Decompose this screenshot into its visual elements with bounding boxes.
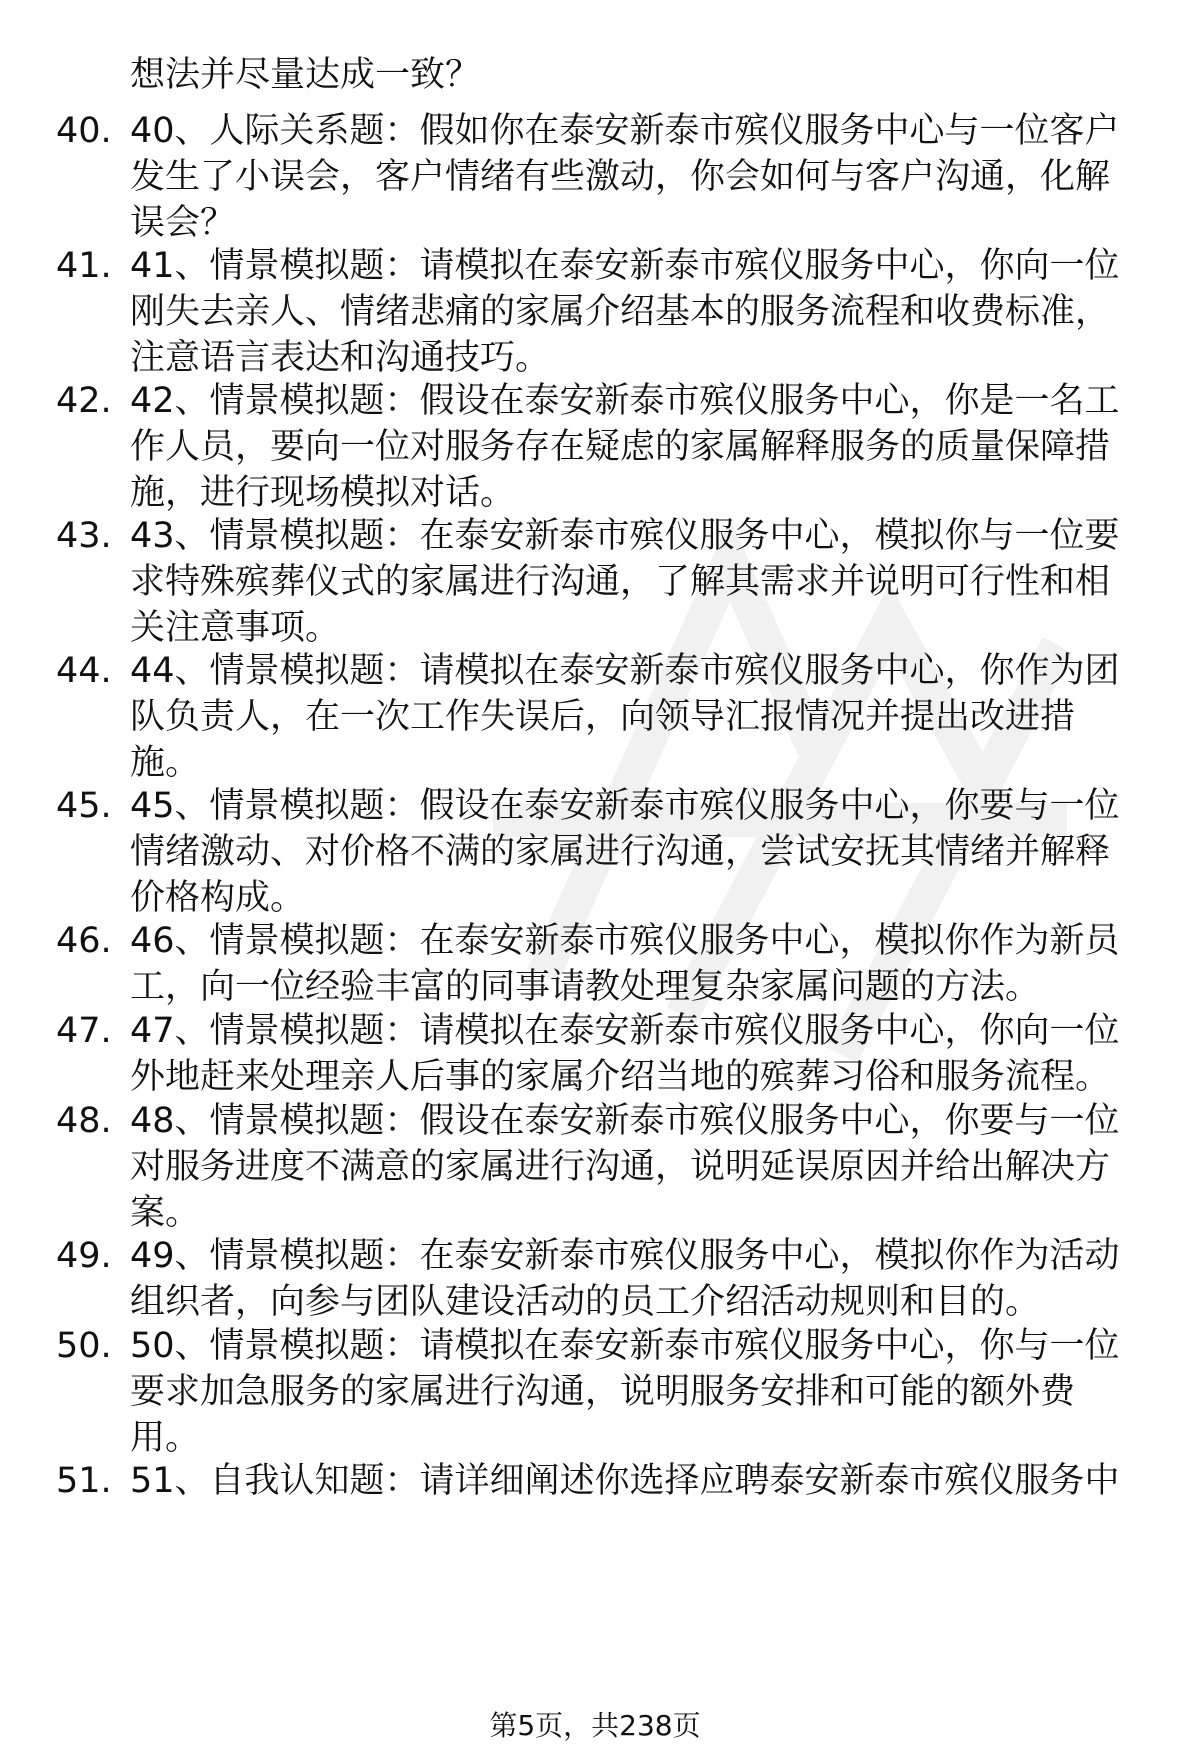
question-text-line: 刚失去亲人、情绪悲痛的家属介绍基本的服务流程和收费标准， [130,292,1111,332]
question-number: 45. [56,786,112,826]
question-text-line: 队负责人，在一次工作失误后，向领导汇报情况并提出改进措 [130,697,1076,737]
page-footer: 第5页，共238页 [489,1709,701,1742]
question-text-line: 41、情景模拟题：请模拟在泰安新泰市殡仪服务中心，你向一位 [130,246,1120,286]
question-text-line: 48、情景模拟题：假设在泰安新泰市殡仪服务中心，你要与一位 [130,1101,1120,1141]
question-text [130,1098,1150,1236]
question-text-line: 外地赶来处理亲人后事的家属介绍当地的殡葬习俗和服务流程。 [130,1057,1111,1097]
question-text [130,378,1150,516]
question-text [130,918,1150,1010]
question-text-line: 要求加急服务的家属进行沟通，说明服务安排和可能的额外费 [130,1372,1076,1412]
continuation-text: 想法并尽量达成一致？ [130,55,481,95]
question-text [130,243,1150,381]
question-text [130,1233,1150,1325]
question-number: 51. [56,1461,112,1501]
question-text [130,1458,1150,1504]
question-text-line: 50、情景模拟题：请模拟在泰安新泰市殡仪服务中心，你与一位 [130,1326,1120,1366]
question-text-line: 47、情景模拟题：请模拟在泰安新泰市殡仪服务中心，你向一位 [130,1011,1120,1051]
question-number: 50. [56,1326,112,1366]
question-number: 40. [56,111,112,151]
question-text-line: 注意语言表达和沟通技巧。 [130,338,551,378]
question-number: 46. [56,921,112,961]
question-text-line: 误会？ [130,203,236,243]
question-text-line: 作人员，要向一位对服务存在疑虑的家属解释服务的质量保障措 [130,427,1111,467]
question-number: 48. [56,1101,112,1141]
question-text [130,1008,1150,1100]
question-text-line: 对服务进度不满意的家属进行沟通，说明延误原因并给出解决方 [130,1147,1111,1187]
question-text [130,783,1150,921]
question-text-line: 案。 [130,1193,201,1233]
question-text-line: 用。 [130,1418,201,1458]
question-text-line: 43、情景模拟题：在泰安新泰市殡仪服务中心，模拟你与一位要 [130,516,1120,556]
question-text-line: 关注意事项。 [130,608,341,648]
question-text-line: 施，进行现场模拟对话。 [130,473,516,513]
question-number: 43. [56,516,112,556]
question-text-line: 42、情景模拟题：假设在泰安新泰市殡仪服务中心，你是一名工 [130,381,1120,421]
question-number: 42. [56,381,112,421]
question-text [130,108,1150,246]
question-number: 44. [56,651,112,691]
question-text-line: 发生了小误会，客户情绪有些激动，你会如何与客户沟通，化解 [130,157,1111,197]
question-number: 49. [56,1236,112,1276]
question-number: 47. [56,1011,112,1051]
question-text [130,1323,1150,1461]
question-number: 41. [56,246,112,286]
question-text-line: 40、人际关系题：假如你在泰安新泰市殡仪服务中心与一位客户 [130,111,1120,151]
question-text-line: 施。 [130,743,201,783]
question-text-line: 49、情景模拟题：在泰安新泰市殡仪服务中心，模拟你作为活动 [130,1236,1120,1276]
question-text-line: 51、自我认知题：请详细阐述你选择应聘泰安新泰市殡仪服务中 [130,1461,1120,1501]
question-text-line: 组织者，向参与团队建设活动的员工介绍活动规则和目的。 [130,1282,1041,1322]
question-text-line: 44、情景模拟题：请模拟在泰安新泰市殡仪服务中心，你作为团 [130,651,1120,691]
question-text-line: 求特殊殡葬仪式的家属进行沟通，了解其需求并说明可行性和相 [130,562,1111,602]
question-text [130,513,1150,651]
question-text-line: 情绪激动、对价格不满的家属进行沟通，尝试安抚其情绪并解释 [130,832,1111,872]
question-text-line: 价格构成。 [130,878,306,918]
question-text-line: 工，向一位经验丰富的同事请教处理复杂家属问题的方法。 [130,967,1041,1007]
question-text-line: 46、情景模拟题：在泰安新泰市殡仪服务中心，模拟你作为新员 [130,921,1120,961]
question-text [130,648,1150,786]
question-text-line: 45、情景模拟题：假设在泰安新泰市殡仪服务中心，你要与一位 [130,786,1120,826]
